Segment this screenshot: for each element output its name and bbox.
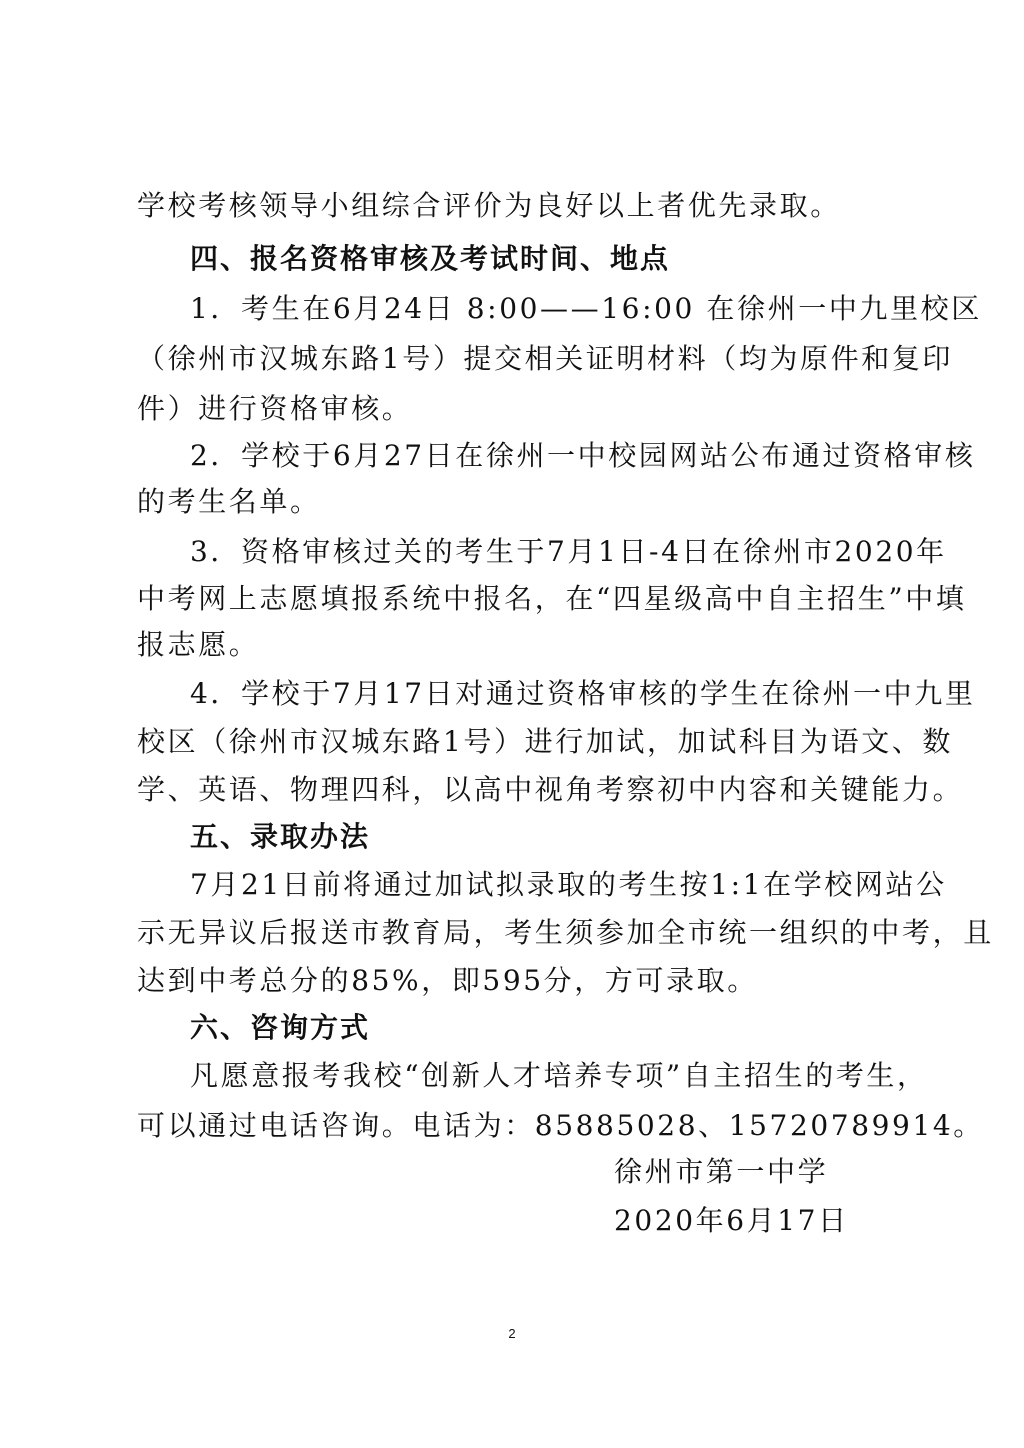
- paragraph-line: 2．学校于6月27日在徐州一中校园网站公布通过资格审核: [190, 439, 976, 472]
- paragraph-line: 1．考生在6月24日 8:00——16:00 在徐州一中九里校区: [190, 292, 982, 325]
- paragraph-line: 示无异议后报送市教育局，考生须参加全市统一组织的中考，且: [137, 916, 994, 949]
- section-heading-5: 五、录取办法: [190, 820, 371, 853]
- paragraph-line: 校区（徐州市汉城东路1号）进行加试，加试科目为语文、数: [137, 725, 954, 758]
- paragraph-line: 4．学校于7月17日对通过资格审核的学生在徐州一中九里: [190, 677, 976, 710]
- paragraph-line: 可以通过电话咨询。电话为：85885028、15720789914。: [137, 1109, 984, 1142]
- paragraph-line: 报志愿。: [137, 628, 260, 661]
- paragraph-line: 凡愿意报考我校“创新人才培养专项”自主招生的考生，: [190, 1059, 928, 1092]
- paragraph-line: 7月21日前将通过加试拟录取的考生按1:1在学校网站公: [190, 868, 947, 901]
- paragraph-line: 达到中考总分的85%，即595分，方可录取。: [137, 964, 758, 997]
- section-heading-6: 六、咨询方式: [190, 1011, 371, 1044]
- paragraph-line: 中考网上志愿填报系统中报名，在“四星级高中自主招生”中填: [137, 582, 967, 615]
- signature-date: 2020年6月17日: [614, 1204, 849, 1237]
- paragraph-line: 件）进行资格审核。: [137, 392, 413, 425]
- paragraph-line: 3．资格审核过关的考生于7月1日-4日在徐州市2020年: [190, 535, 947, 568]
- signature-organization: 徐州市第一中学: [614, 1155, 829, 1188]
- paragraph-line: 学校考核领导小组综合评价为良好以上者优先录取。: [137, 189, 841, 222]
- paragraph-line: 学、英语、物理四科，以高中视角考察初中内容和关键能力。: [137, 773, 964, 806]
- page-number: 2: [508, 1326, 516, 1341]
- paragraph-line: （徐州市汉城东路1号）提交相关证明材料（均为原件和复印: [137, 342, 954, 375]
- paragraph-line: 的考生名单。: [137, 485, 321, 518]
- section-heading-4: 四、报名资格审核及考试时间、地点: [190, 242, 671, 275]
